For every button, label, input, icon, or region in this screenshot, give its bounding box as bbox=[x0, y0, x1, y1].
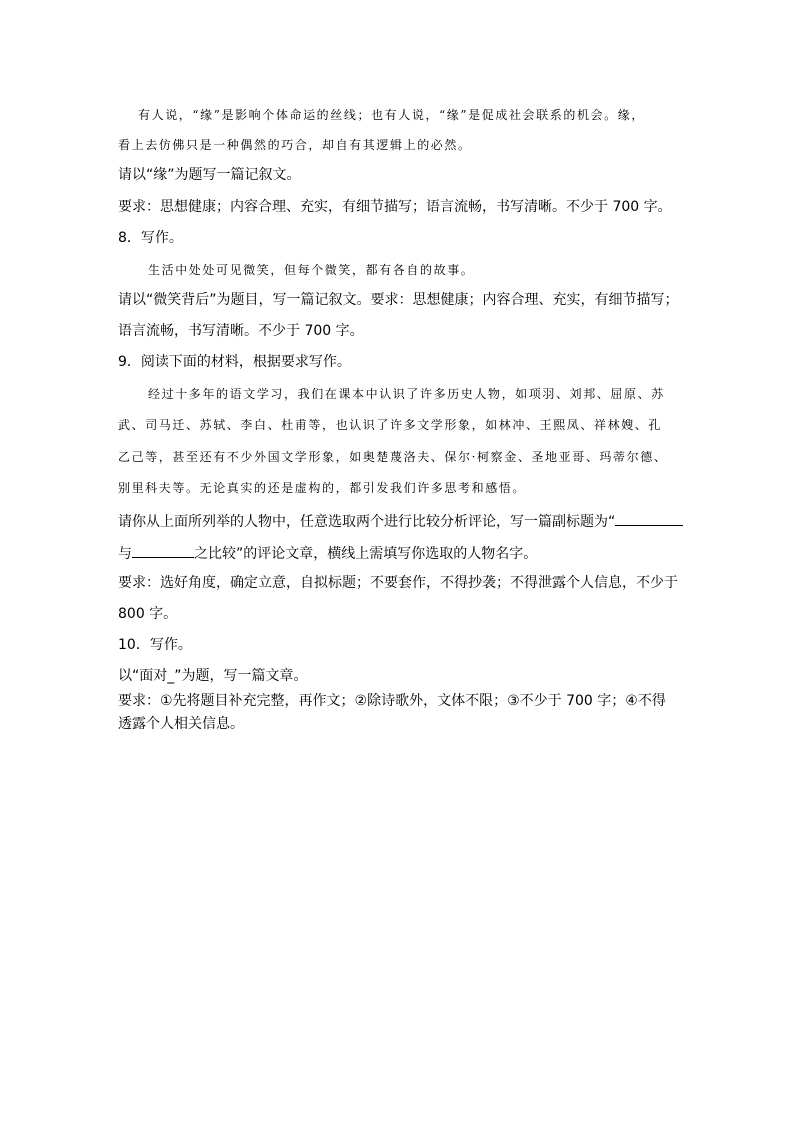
q9-material-line-4: 别里科夫等。无论真实的还是虚构的，都引发我们许多思考和感悟。 bbox=[118, 481, 527, 495]
q10-requirement-line-2: 透露个人相关信息。 bbox=[118, 716, 244, 732]
q10-requirement-line-1: 要求：①先将题目补充完整，再作文；②除诗歌外，文体不限；③不少于 700 字；④不得 bbox=[118, 693, 666, 709]
q8-prompt-line-2: 语言流畅，书写清晰。不少于 700 字。 bbox=[118, 323, 364, 339]
q7-material-line-1: 有人说，“缘”是影响个体命运的丝线；也有人说，“缘”是促成社会联系的机会。缘， bbox=[138, 108, 645, 122]
q10-prompt: 以“面对_”为题，写一篇文章。 bbox=[118, 668, 308, 684]
q10-heading: 10．写作。 bbox=[118, 637, 192, 653]
q9-material-line-2: 武、司马迁、苏轼、李白、杜甫等，也认识了许多文学形象，如林冲、王熙凤、祥林嫂、孔 bbox=[118, 418, 663, 432]
q9-prompt-line-2 bbox=[118, 543, 537, 563]
q7-material-line-2: 看上去仿佛只是一种偶然的巧合，却自有其逻辑上的必然。 bbox=[118, 138, 472, 152]
q8-prompt-line-1: 请以“微笑背后”为题目，写一篇记叙文。要求：思想健康；内容合理、充实，有细节描写； bbox=[118, 292, 679, 308]
q9-heading: 9．阅读下面的材料，根据要求写作。 bbox=[118, 354, 351, 370]
q9-prompt-text-2a: 与 bbox=[118, 546, 132, 562]
q9-material-line-3: 乙己等，甚至还有不少外国文学形象，如奥楚蔑洛夫、保尔·柯察金、圣地亚哥、玛蒂尔德、 bbox=[118, 450, 668, 464]
q9-requirement-line-1: 要求：选好角度，确定立意，自拟标题；不要套作，不得抄袭；不得泄露个人信息，不少于 bbox=[118, 575, 678, 591]
q8-material: 生活中处处可见微笑，但每个微笑，都有各自的故事。 bbox=[148, 263, 475, 277]
q8-heading: 8．写作。 bbox=[118, 230, 183, 246]
q9-material-line-1: 经过十多年的语文学习，我们在课本中认识了许多历史人物，如项羽、刘邦、屈原、苏 bbox=[148, 387, 665, 401]
q9-prompt-line-1 bbox=[118, 511, 683, 531]
q9-prompt-text-1: 请你从上面所列举的人物中，任意选取两个进行比较分析评论，写一篇副标题为“ bbox=[118, 514, 616, 530]
q7-prompt: 请以“缘”为题写一篇记叙文。 bbox=[118, 167, 301, 183]
fill-blank-1 bbox=[615, 511, 683, 526]
q9-prompt-text-2b: 之比较”的评论文章，横线上需填写你选取的人物名字。 bbox=[194, 546, 538, 562]
q7-requirement: 要求：思想健康；内容合理、充实，有细节描写；语言流畅，书写清晰。不少于 700 字。 bbox=[118, 199, 672, 215]
q9-requirement-line-2: 800 字。 bbox=[118, 606, 178, 622]
fill-blank-2 bbox=[132, 543, 194, 558]
